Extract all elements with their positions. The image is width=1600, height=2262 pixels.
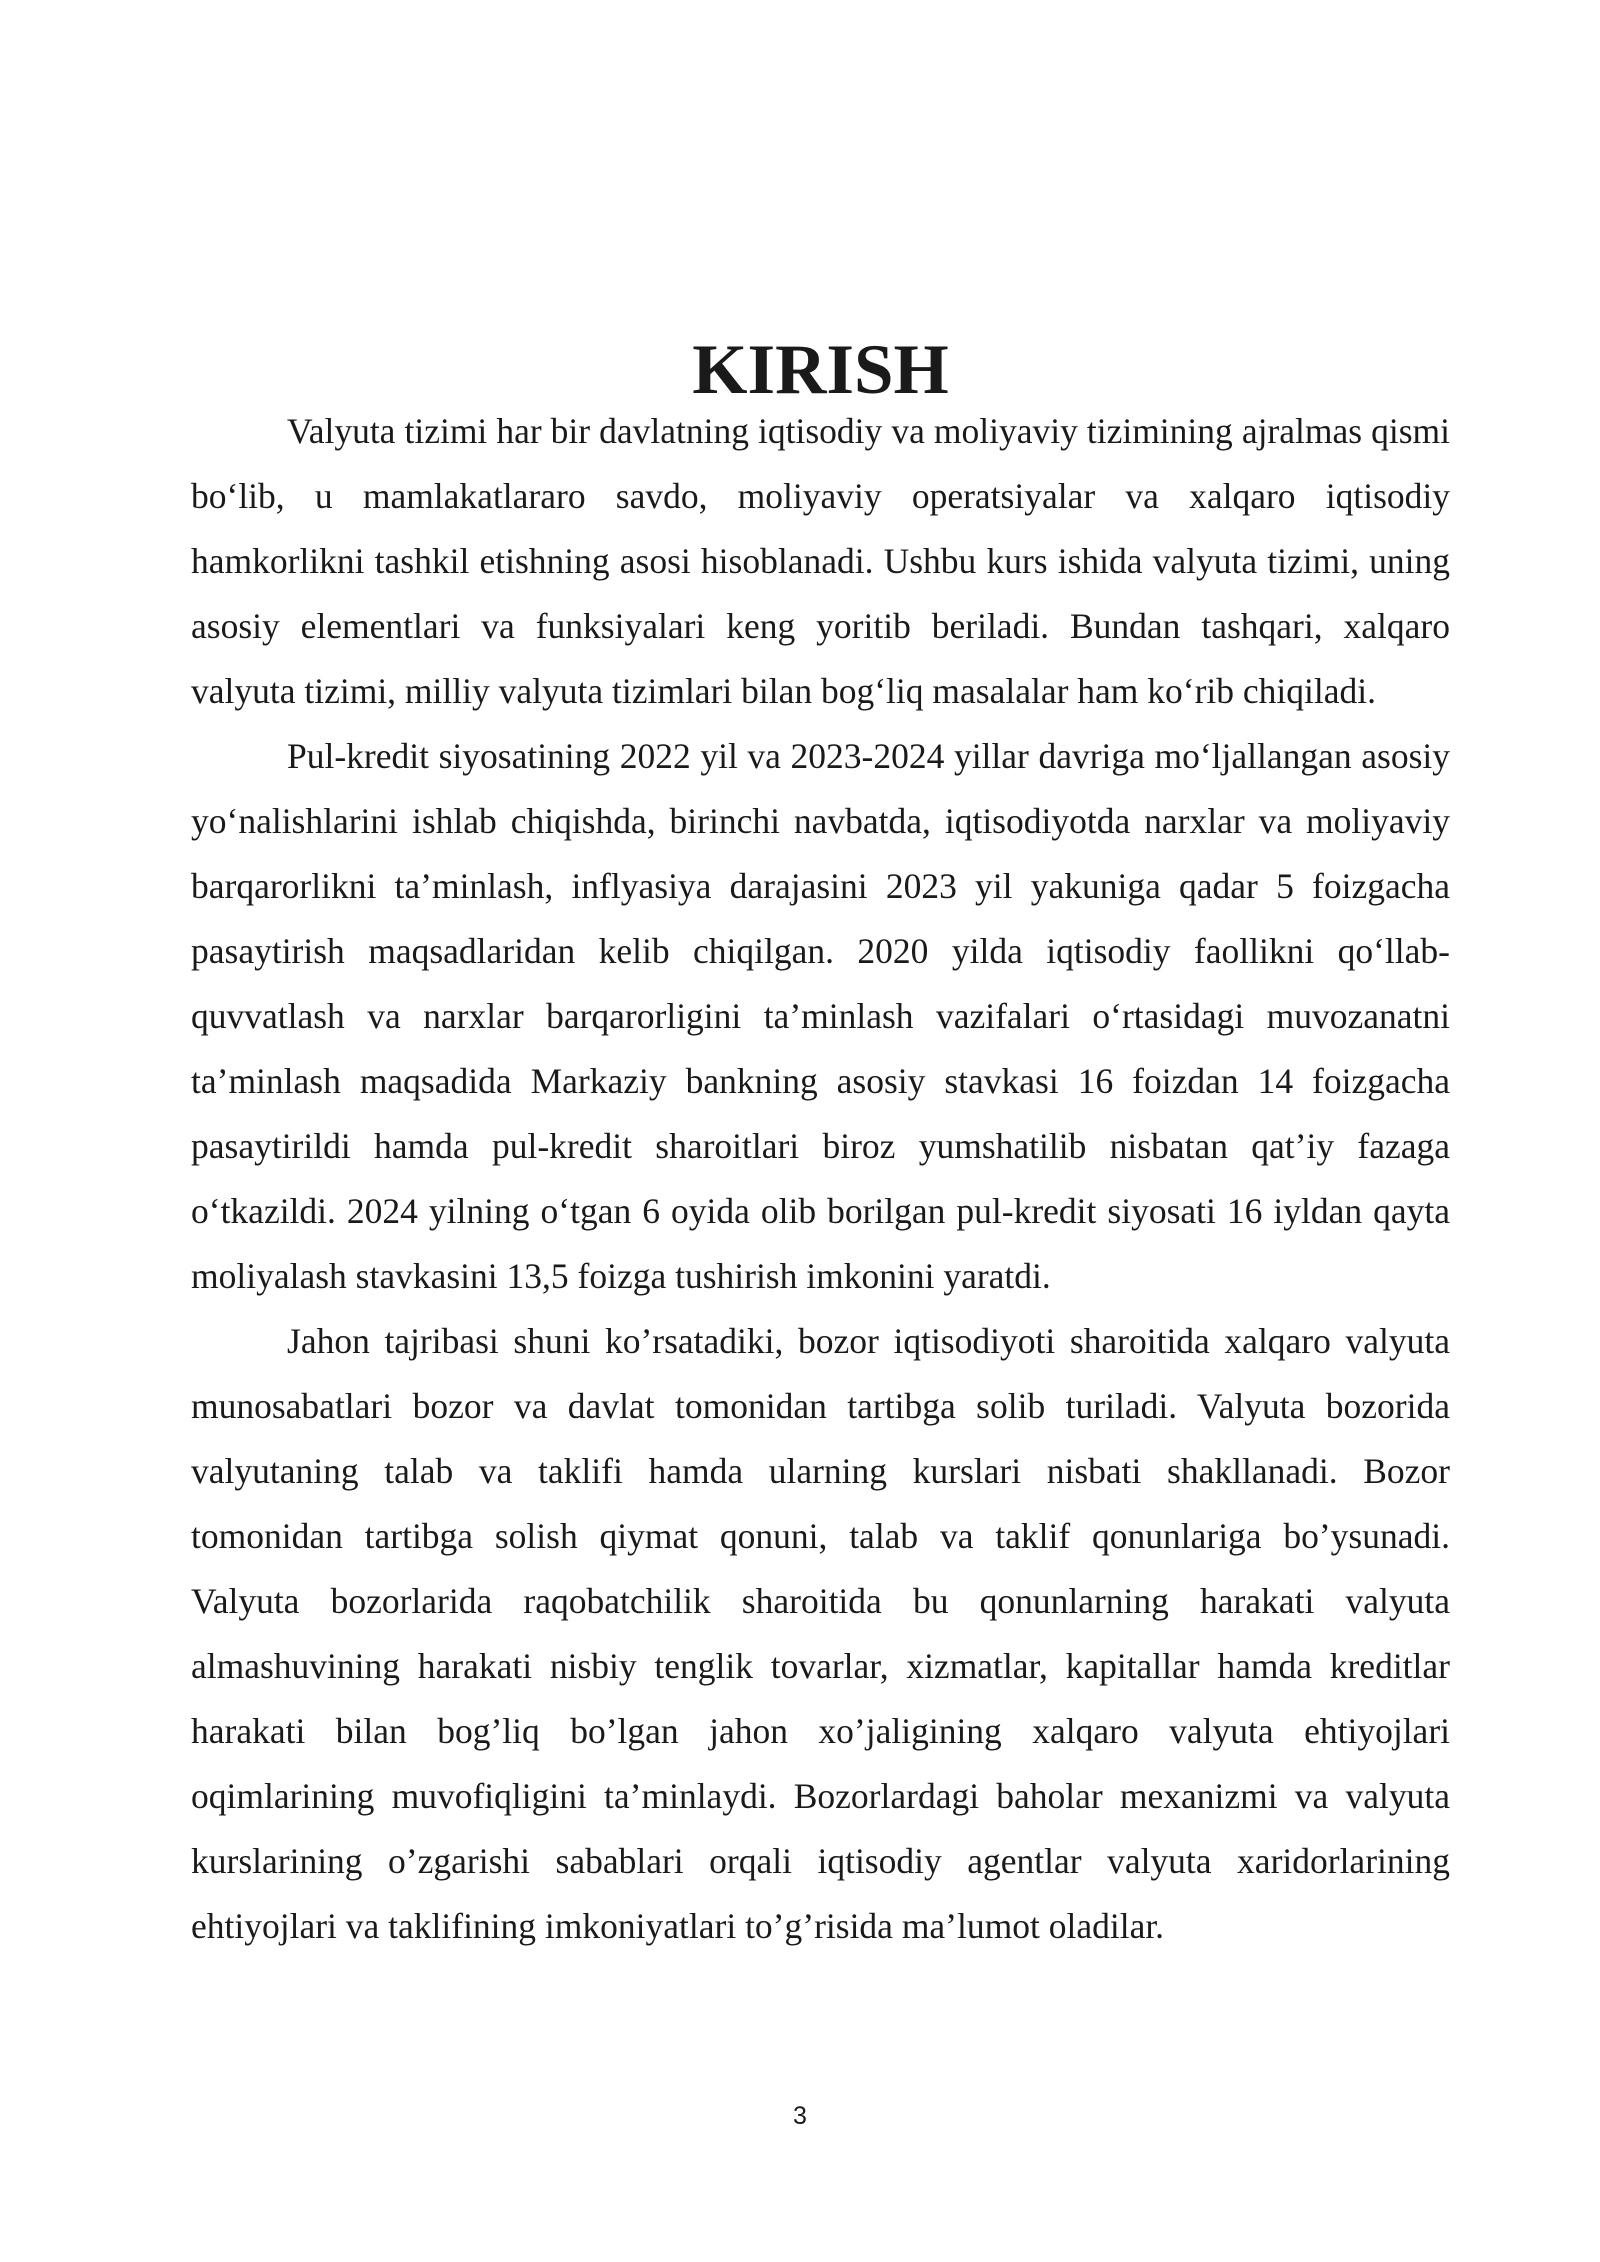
page-content [191,331,1450,1959]
page-number: 3 [793,2102,807,2130]
paragraph-1: Valyuta tizimi har bir davlatning iqtisodiy va moliyaviy tizimining ajralmas qismi bo‘lib, u mamlakatlararo savdo, moliyaviy operatsiyalar va xalqaro iqtisodiy hamkorlikni tashkil etishning asosi hisoblanadi. Ushbu kurs ishida valyuta tizimi, uning asosiy elementlari va funksiyalari keng yoritib beriladi. Bundan tashqari, xalqaro valyuta tizimi, milliy valyuta tizimlari bilan bog‘liq masalalar ham ko‘rib chiqiladi. [191,411,1450,711]
section-title: KIRISH [692,331,949,409]
paragraph-3: Jahon tajribasi shuni ko’rsatadiki, bozor iqtisodiyoti sharoitida xalqaro valyuta munosabatlari bozor va davlat tomonidan tartibga solib turiladi. Valyuta bozorida valyutaning talab va taklifi hamda ularning kurslari nisbati shakllanadi. Bozor tomonidan tartibga solish qiymat qonuni, talab va taklif qonunlariga bo’ysunadi. Valyuta bozorlarida raqobatchilik sharoitida bu qonunlarning harakati valyuta almashuvining harakati nisbiy tenglik tovarlar, xizmatlar, kapitallar hamda kreditlar harakati bilan bog’liq bo’lgan jahon xo’jaligining xalqaro valyuta ehtiyojlari oqimlarining muvofiqligini ta’minlaydi. Bozorlardagi baholar mexanizmi va valyuta kurslarining o’zgarishi sabablari orqali iqtisodiy agentlar valyuta xaridorlarining ehtiyojlari va taklifining imkoniyatlari to’g’risida ma’lumot oladilar. [191,1321,1450,1946]
paragraph-2: Pul-kredit siyosatining 2022 yil va 2023-2024 yillar davriga mo‘ljallangan asosiy yo‘nalishlarini ishlab chiqishda, birinchi navbatda, iqtisodiyotda narxlar va moliyaviy barqarorlikni ta’minlash, inflyasiya darajasini 2023 yil yakuniga qadar 5 foizgacha pasaytirish maqsadlaridan kelib chiqilgan. 2020 yilda iqtisodiy faollikni qo‘llab-quvvatlash va narxlar barqarorligini ta’minlash vazifalari o‘rtasidagi muvozanatni ta’minlash maqsadida Markaziy bankning asosiy stavkasi 16 foizdan 14 foizgacha pasaytirildi hamda pul-kredit sharoitlari biroz yumshatilib nisbatan qat’iy fazaga o‘tkazildi. 2024 yilning o‘tgan 6 oyida olib borilgan pul-kredit siyosati 16 iyldan qayta moliyalash stavkasini 13,5 foizga tushirish imkonini yaratdi. [191,736,1450,1296]
